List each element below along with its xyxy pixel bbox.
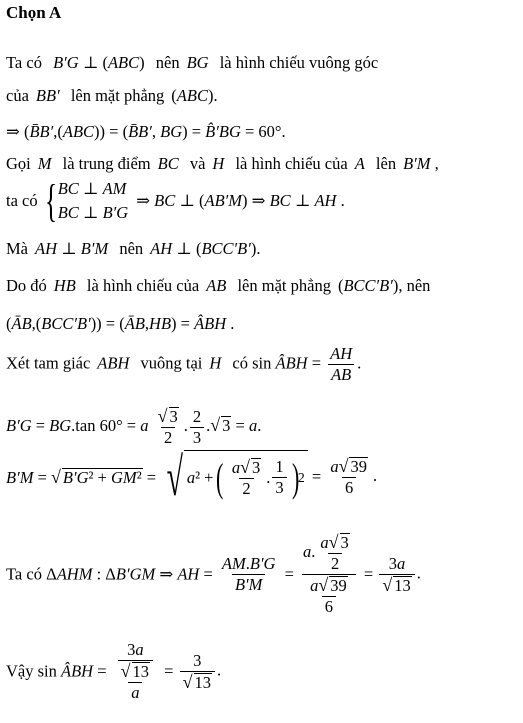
line-6: Mà AH ⊥ B′M nên AH ⊥ (BCC′B′). <box>6 239 261 258</box>
line-2: của BB′ lên mặt phẳng (ABC). <box>6 86 218 105</box>
line-7: Do đó HB là hình chiếu của AB lên mặt phẳng (BCC′B′), nên <box>6 276 431 295</box>
answer-title: Chọn A <box>6 3 62 22</box>
line-13: Vậy sin ÂBH = $\frac{\frac{3a}{√ 13}}{a}$ = $\frac{3}{√ 13}$ . <box>6 640 222 702</box>
line-8: (ĀB,(BCC′B′)) = (ĀB,HB) = ÂBH . <box>6 314 235 333</box>
line-10: B′G = BG.tan 60° = a $\frac{√ 3}{2}$ . $\frac{2}{3}$ .√ 3 = a. <box>6 406 262 447</box>
line-11: B′M = √ B′G² + GM² = √ a ² + ( $\frac{a√ 3}{2}$ . $\frac{1}{3}$ ) 2 = $\frac{a√ 39}{6}$ . <box>6 447 378 507</box>
line-12: Ta có ΔAHM : ΔB′GM ⇒ AH = $\frac{AM.B'G}{B'M}$ = a. $\frac{a√ 3}{2}$ $\frac{a√ 39}{6}$ = $\frac{3a}{√ 13}$ . <box>6 532 421 616</box>
line-5: ta có { BC ⊥ AM BC ⊥ B′G ⇒ BC ⊥ (AB′M) ⇒ BC ⊥ AH . <box>6 175 345 226</box>
line-9: Xét tam giác ABH vuông tại H có sin ÂBH = $\frac{AH}{AB}$ . <box>6 344 362 384</box>
line-3: ⇒ (B̄B′,(ABC)) = (B̄B′, BG) = B̂′BG = 60°. <box>6 122 286 141</box>
line-4: Gọi M là trung điểm BC và H là hình chiếu của A lên B′M , <box>6 154 439 173</box>
line-1: Ta có B′G ⊥ (ABC) nên BG là hình chiếu vuông góc <box>6 53 379 72</box>
